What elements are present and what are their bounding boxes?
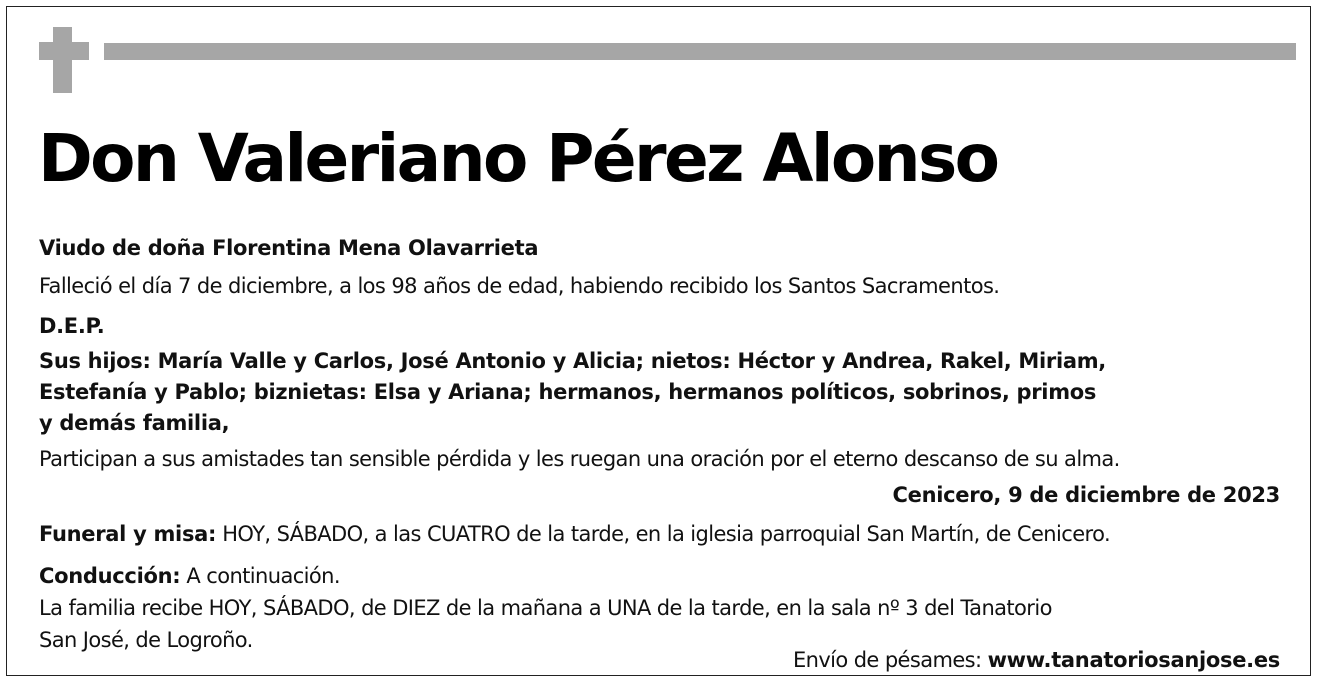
header-rule — [104, 43, 1296, 60]
conduction-line — [39, 561, 340, 591]
funeral-line — [39, 519, 1110, 549]
cross-vertical-bar — [53, 27, 72, 93]
widow-line: Viudo de doña Florentina Mena Olavarrieta — [39, 236, 539, 260]
request-line: Participan a sus amistades tan sensible pérdida y les ruegan una oración por el eterno descanso de su alma. — [39, 447, 1120, 471]
condolences-label: Envío de pésames: — [792, 648, 988, 672]
family-line: Estefanía y Pablo; biznietas: Elsa y Ariana; hermanos, hermanos políticos, sobrinos, primos — [39, 380, 1097, 404]
funeral-label: Funeral y misa: — [39, 522, 217, 546]
death-line: Falleció el día 7 de diciembre, a los 98 años de edad, habiendo recibido los Santos Sacramentos. — [39, 274, 1000, 298]
deceased-name: Don Valeriano Pérez Alonso — [38, 120, 998, 197]
family-line: Sus hijos: María Valle y Carlos, José Antonio y Alicia; nietos: Héctor y Andrea, Rakel, Miriam, — [39, 349, 1106, 373]
visit-line: La familia recibe HOY, SÁBADO, de DIEZ de la mañana a UNA de la tarde, en la sala nº 3 del Tanatorio — [39, 596, 1052, 620]
rip-text: D.E.P. — [39, 314, 105, 338]
place-date: Cenicero, 9 de diciembre de 2023 — [892, 483, 1280, 507]
family-line: y demás familia, — [39, 411, 230, 435]
website-link[interactable]: www.tanatoriosanjose.es — [987, 648, 1280, 672]
condolences-line — [793, 645, 1280, 675]
conduction-label: Conducción: — [39, 564, 181, 588]
conduction-text: A continuación. — [180, 564, 340, 588]
visit-line: San José, de Logroño. — [39, 628, 253, 652]
cross-horizontal-bar — [39, 42, 89, 60]
funeral-text: HOY, SÁBADO, a las CUATRO de la tarde, en la iglesia parroquial San Martín, de Cenicero. — [216, 522, 1111, 546]
